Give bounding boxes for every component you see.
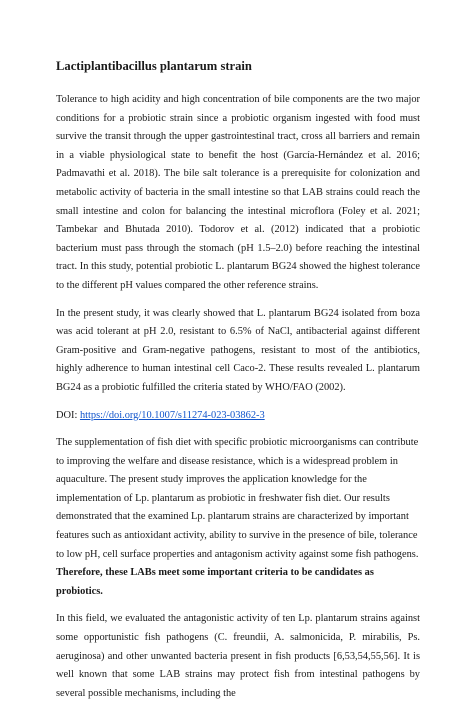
section-heading: Lactiplantibacillus plantarum strain: [56, 59, 252, 73]
paragraph-fish-diet: [56, 434, 420, 601]
paragraph-present-study: In the present study, it was clearly showed that L. plantarum BG24 isolated from boza was acid tolerant at pH 2.0, resistant to 6.5% of NaCl, antibacterial against different Gram-positive and Gram-negative pathogens, resistant to most of the antibiotics, highly adherence to human intestinal cell Caco-2. These results revealed L. plantarum BG24 as a probiotic fulfilled the criteria stated by WHO/FAO (2002).: [56, 307, 420, 393]
paragraph-fish-diet-text: The supplementation of fish diet with specific probiotic microorganisms can contribute to improving the welfare and disease resistance, which is a widespread problem in aquaculture. The present study improves the application knowledge for the implementation of Lp. plantarum as probiotic in freshwater fish diet. Our results demonstrated that the examined Lp. plantarum strains are characterized by important features such as antioxidant activity, ability to survive in the presence of bile, tolerance to low pH, cell surface properties and antagonism activity against some fish pathogens.: [56, 437, 419, 560]
doi-link[interactable]: https://doi.org/10.1007/s11274-023-03862-3: [79, 409, 265, 421]
paragraph-antagonistic-activity: In this field, we evaluated the antagonistic activity of ten Lp. plantarum strains against some opportunistic fish pathogens (C. freundii, A. salmonicida, P. mirabilis, Ps. aeruginosa) and other unwanted bacteria present in fish products [6,53,54,55,56]. It is well known that some LAB strains may protect fish from intestinal pathogens by several possible mechanisms, including the: [56, 613, 420, 699]
paragraph-fish-diet-conclusion: Therefore, these LABs meet some important criteria to be candidates as probiotics.: [56, 567, 374, 597]
doi-line: [56, 407, 420, 426]
doi-label: DOI:: [56, 409, 80, 421]
paragraph-acid-bile-tolerance: Tolerance to high acidity and high concentration of bile components are the two major conditions for a probiotic strain since a probiotic organism ingested with food must survive the transit through the upper gastrointestinal tract, cross all barriers and remain in a viable physiological state to benefit the host (García-Hernández et al. 2016; Padmavathi et al. 2018). The bile salt tolerance is a prerequisite for colonization and metabolic activity of bacteria in the small intestine so that LAB strains could reach the small intestine and colon for balancing the intestinal microflora (Foley et al. 2021; Tambekar and Bhutada 2010). Todorov et al. (2012) indicated that a probiotic bacterium must pass through the stomach (pH 1.5–2.0) before reaching the intestinal tract. In this study, potential probiotic L. plantarum BG24 showed the highest tolerance to the different pH values compared the other reference strains.: [56, 94, 420, 291]
